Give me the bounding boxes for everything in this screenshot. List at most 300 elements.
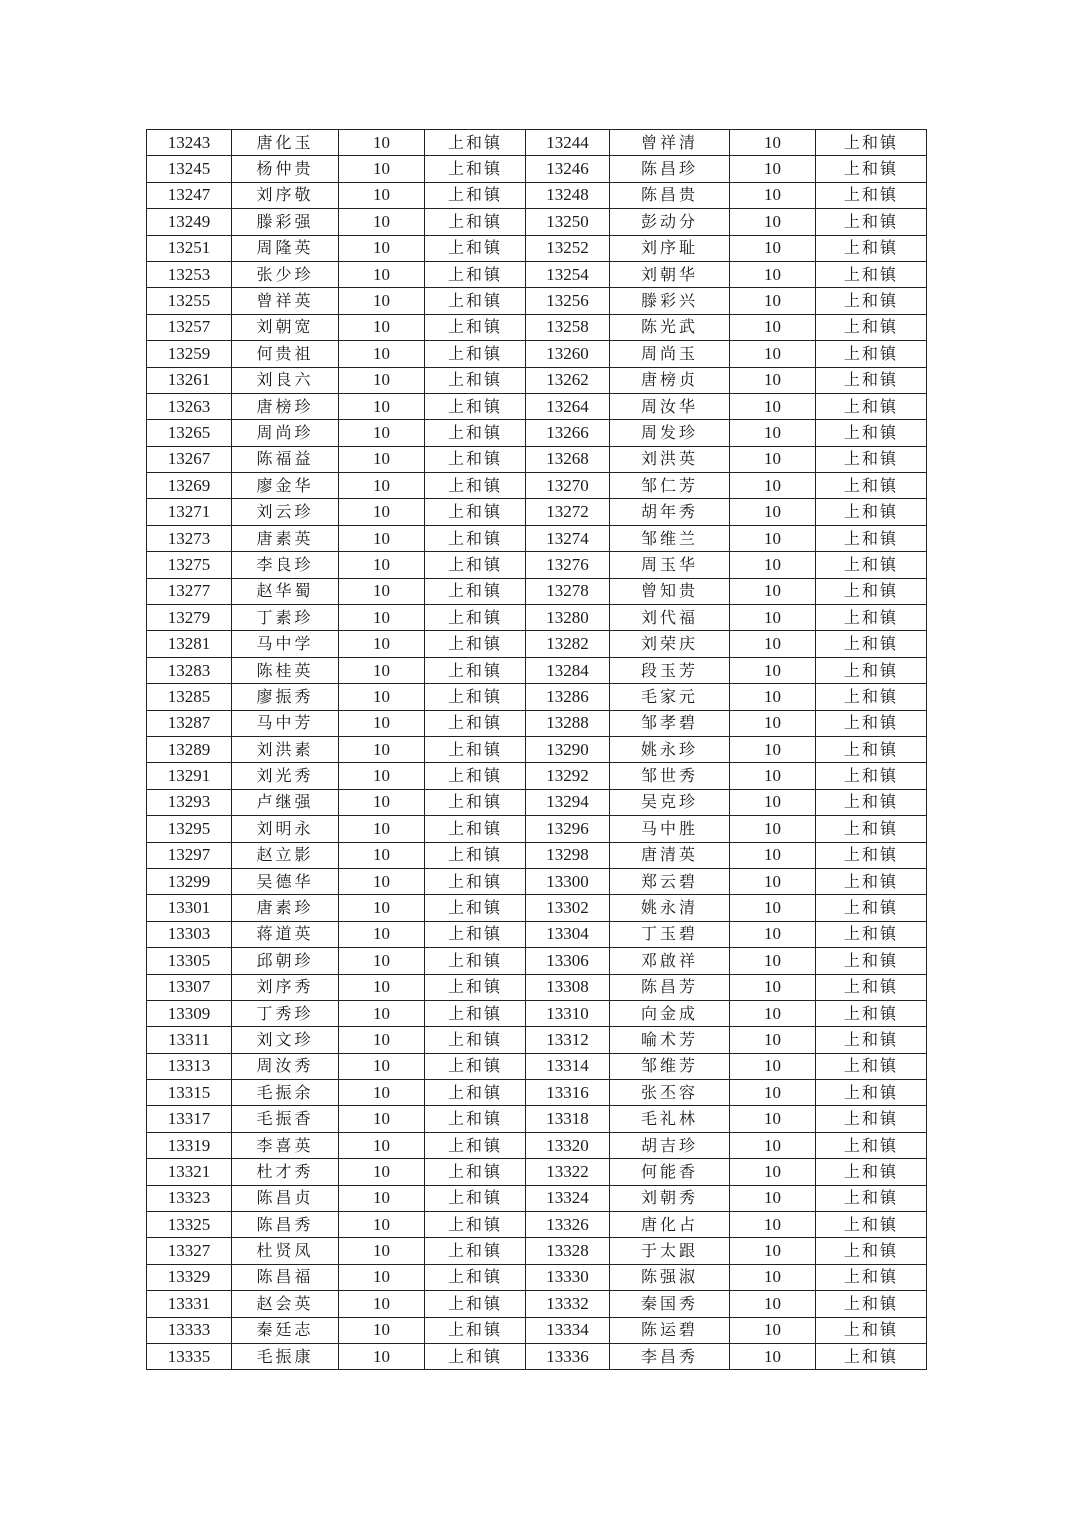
town-cell: 上和镇 — [425, 1000, 526, 1026]
record-id-cell: 13286 — [526, 684, 610, 710]
town-cell: 上和镇 — [425, 1106, 526, 1132]
record-id-cell: 13252 — [526, 235, 610, 261]
person-name-cell: 唐化玉 — [232, 130, 339, 156]
town-cell: 上和镇 — [425, 657, 526, 683]
town-cell: 上和镇 — [816, 789, 927, 815]
amount-cell: 10 — [339, 816, 425, 842]
table-row — [147, 156, 927, 182]
person-name-cell: 唐清英 — [610, 842, 730, 868]
record-id-cell: 13299 — [147, 868, 232, 894]
table-row — [147, 1106, 927, 1132]
town-cell: 上和镇 — [425, 842, 526, 868]
person-name-cell: 廖振秀 — [232, 684, 339, 710]
town-cell: 上和镇 — [816, 1212, 927, 1238]
town-cell: 上和镇 — [816, 1264, 927, 1290]
amount-cell: 10 — [730, 921, 816, 947]
record-id-cell: 13253 — [147, 261, 232, 287]
record-id-cell: 13305 — [147, 948, 232, 974]
amount-cell: 10 — [339, 1238, 425, 1264]
record-id-cell: 13323 — [147, 1185, 232, 1211]
amount-cell: 10 — [339, 235, 425, 261]
amount-cell: 10 — [339, 393, 425, 419]
town-cell: 上和镇 — [816, 1291, 927, 1317]
record-id-cell: 13313 — [147, 1053, 232, 1079]
amount-cell: 10 — [339, 1053, 425, 1079]
record-id-cell: 13327 — [147, 1238, 232, 1264]
person-name-cell: 唐素英 — [232, 525, 339, 551]
town-cell: 上和镇 — [816, 842, 927, 868]
table-row — [147, 473, 927, 499]
person-name-cell: 陈福益 — [232, 446, 339, 472]
town-cell: 上和镇 — [425, 341, 526, 367]
person-name-cell: 李良珍 — [232, 552, 339, 578]
person-name-cell: 马中胜 — [610, 816, 730, 842]
amount-cell: 10 — [730, 1106, 816, 1132]
town-cell: 上和镇 — [425, 763, 526, 789]
amount-cell: 10 — [339, 842, 425, 868]
town-cell: 上和镇 — [816, 1132, 927, 1158]
person-name-cell: 秦国秀 — [610, 1291, 730, 1317]
amount-cell: 10 — [730, 605, 816, 631]
person-name-cell: 向金成 — [610, 1000, 730, 1026]
record-id-cell: 13331 — [147, 1291, 232, 1317]
town-cell: 上和镇 — [425, 314, 526, 340]
record-id-cell: 13303 — [147, 921, 232, 947]
town-cell: 上和镇 — [816, 235, 927, 261]
record-id-cell: 13292 — [526, 763, 610, 789]
town-cell: 上和镇 — [425, 789, 526, 815]
record-id-cell: 13245 — [147, 156, 232, 182]
record-id-cell: 13283 — [147, 657, 232, 683]
table-row — [147, 736, 927, 762]
amount-cell: 10 — [730, 1053, 816, 1079]
person-name-cell: 于太跟 — [610, 1238, 730, 1264]
person-name-cell: 曾祥英 — [232, 288, 339, 314]
town-cell: 上和镇 — [425, 1053, 526, 1079]
person-name-cell: 滕彩兴 — [610, 288, 730, 314]
amount-cell: 10 — [730, 1027, 816, 1053]
town-cell: 上和镇 — [816, 1053, 927, 1079]
record-id-cell: 13324 — [526, 1185, 610, 1211]
amount-cell: 10 — [339, 1264, 425, 1290]
amount-cell: 10 — [339, 1000, 425, 1026]
amount-cell: 10 — [730, 156, 816, 182]
record-id-cell: 13249 — [147, 209, 232, 235]
record-id-cell: 13306 — [526, 948, 610, 974]
amount-cell: 10 — [730, 657, 816, 683]
person-name-cell: 陈强淑 — [610, 1264, 730, 1290]
amount-cell: 10 — [339, 868, 425, 894]
town-cell: 上和镇 — [816, 921, 927, 947]
table-row — [147, 446, 927, 472]
person-name-cell: 曾祥清 — [610, 130, 730, 156]
town-cell: 上和镇 — [816, 1238, 927, 1264]
person-name-cell: 周隆英 — [232, 235, 339, 261]
person-name-cell: 陈运碧 — [610, 1317, 730, 1343]
table-row — [147, 1027, 927, 1053]
town-cell: 上和镇 — [816, 552, 927, 578]
town-cell: 上和镇 — [425, 367, 526, 393]
town-cell: 上和镇 — [816, 367, 927, 393]
amount-cell: 10 — [730, 288, 816, 314]
person-name-cell: 刘朝宽 — [232, 314, 339, 340]
table-row — [147, 1080, 927, 1106]
town-cell: 上和镇 — [816, 261, 927, 287]
record-id-cell: 13288 — [526, 710, 610, 736]
person-name-cell: 刘洪英 — [610, 446, 730, 472]
record-id-cell: 13262 — [526, 367, 610, 393]
record-id-cell: 13274 — [526, 525, 610, 551]
town-cell: 上和镇 — [816, 446, 927, 472]
amount-cell: 10 — [339, 605, 425, 631]
record-id-cell: 13255 — [147, 288, 232, 314]
record-id-cell: 13291 — [147, 763, 232, 789]
town-cell: 上和镇 — [425, 605, 526, 631]
record-id-cell: 13254 — [526, 261, 610, 287]
person-name-cell: 陈昌芳 — [610, 974, 730, 1000]
town-cell: 上和镇 — [816, 314, 927, 340]
town-cell: 上和镇 — [816, 895, 927, 921]
amount-cell: 10 — [730, 499, 816, 525]
amount-cell: 10 — [730, 130, 816, 156]
record-id-cell: 13315 — [147, 1080, 232, 1106]
amount-cell: 10 — [339, 1185, 425, 1211]
person-name-cell: 彭动分 — [610, 209, 730, 235]
record-id-cell: 13273 — [147, 525, 232, 551]
person-name-cell: 毛振香 — [232, 1106, 339, 1132]
table-row — [147, 367, 927, 393]
amount-cell: 10 — [339, 789, 425, 815]
person-name-cell: 秦廷志 — [232, 1317, 339, 1343]
amount-cell: 10 — [730, 525, 816, 551]
person-name-cell: 周玉华 — [610, 552, 730, 578]
record-id-cell: 13335 — [147, 1343, 232, 1369]
town-cell: 上和镇 — [816, 710, 927, 736]
person-name-cell: 郑云碧 — [610, 868, 730, 894]
town-cell: 上和镇 — [425, 446, 526, 472]
table-row — [147, 1053, 927, 1079]
record-id-cell: 13267 — [147, 446, 232, 472]
amount-cell: 10 — [339, 367, 425, 393]
record-id-cell: 13266 — [526, 420, 610, 446]
person-name-cell: 张少珍 — [232, 261, 339, 287]
town-cell: 上和镇 — [425, 1238, 526, 1264]
record-id-cell: 13261 — [147, 367, 232, 393]
person-name-cell: 刘朝秀 — [610, 1185, 730, 1211]
town-cell: 上和镇 — [816, 1080, 927, 1106]
amount-cell: 10 — [339, 473, 425, 499]
record-id-cell: 13294 — [526, 789, 610, 815]
record-id-cell: 13312 — [526, 1027, 610, 1053]
person-name-cell: 陈昌贵 — [610, 182, 730, 208]
record-id-cell: 13314 — [526, 1053, 610, 1079]
town-cell: 上和镇 — [816, 209, 927, 235]
town-cell: 上和镇 — [425, 974, 526, 1000]
record-id-cell: 13296 — [526, 816, 610, 842]
person-name-cell: 刘光秀 — [232, 763, 339, 789]
record-id-cell: 13271 — [147, 499, 232, 525]
town-cell: 上和镇 — [816, 1000, 927, 1026]
table-row — [147, 525, 927, 551]
table-row — [147, 1264, 927, 1290]
table-row — [147, 684, 927, 710]
amount-cell: 10 — [730, 1291, 816, 1317]
person-name-cell: 何能香 — [610, 1159, 730, 1185]
town-cell: 上和镇 — [816, 578, 927, 604]
person-name-cell: 毛振康 — [232, 1343, 339, 1369]
record-id-cell: 13336 — [526, 1343, 610, 1369]
amount-cell: 10 — [730, 341, 816, 367]
person-name-cell: 刘荣庆 — [610, 631, 730, 657]
table-row — [147, 130, 927, 156]
town-cell: 上和镇 — [425, 420, 526, 446]
town-cell: 上和镇 — [816, 948, 927, 974]
person-name-cell: 吴克珍 — [610, 789, 730, 815]
table-row — [147, 578, 927, 604]
table-row — [147, 974, 927, 1000]
table-row — [147, 209, 927, 235]
record-id-cell: 13244 — [526, 130, 610, 156]
person-name-cell: 杜贤凤 — [232, 1238, 339, 1264]
amount-cell: 10 — [339, 1212, 425, 1238]
table-row — [147, 420, 927, 446]
record-id-cell: 13268 — [526, 446, 610, 472]
record-id-cell: 13243 — [147, 130, 232, 156]
table-row — [147, 605, 927, 631]
table-row — [147, 631, 927, 657]
amount-cell: 10 — [730, 261, 816, 287]
person-name-cell: 唐榜贞 — [610, 367, 730, 393]
person-name-cell: 马中芳 — [232, 710, 339, 736]
record-id-cell: 13298 — [526, 842, 610, 868]
amount-cell: 10 — [339, 1080, 425, 1106]
person-name-cell: 胡吉珍 — [610, 1132, 730, 1158]
person-name-cell: 何贵祖 — [232, 341, 339, 367]
town-cell: 上和镇 — [425, 499, 526, 525]
town-cell: 上和镇 — [425, 1027, 526, 1053]
amount-cell: 10 — [339, 552, 425, 578]
amount-cell: 10 — [730, 314, 816, 340]
table-row — [147, 261, 927, 287]
amount-cell: 10 — [339, 420, 425, 446]
person-name-cell: 段玉芳 — [610, 657, 730, 683]
record-id-cell: 13251 — [147, 235, 232, 261]
amount-cell: 10 — [339, 1132, 425, 1158]
town-cell: 上和镇 — [425, 895, 526, 921]
table-row — [147, 789, 927, 815]
table-row — [147, 816, 927, 842]
roster-body — [147, 130, 927, 1370]
record-id-cell: 13302 — [526, 895, 610, 921]
amount-cell: 10 — [339, 974, 425, 1000]
person-name-cell: 周尚玉 — [610, 341, 730, 367]
record-id-cell: 13317 — [147, 1106, 232, 1132]
record-id-cell: 13257 — [147, 314, 232, 340]
table-row — [147, 948, 927, 974]
person-name-cell: 刘明永 — [232, 816, 339, 842]
amount-cell: 10 — [339, 446, 425, 472]
town-cell: 上和镇 — [816, 1106, 927, 1132]
record-id-cell: 13272 — [526, 499, 610, 525]
person-name-cell: 刘良六 — [232, 367, 339, 393]
amount-cell: 10 — [339, 341, 425, 367]
town-cell: 上和镇 — [425, 631, 526, 657]
amount-cell: 10 — [339, 288, 425, 314]
amount-cell: 10 — [339, 261, 425, 287]
amount-cell: 10 — [730, 763, 816, 789]
person-name-cell: 周汝华 — [610, 393, 730, 419]
amount-cell: 10 — [730, 1238, 816, 1264]
person-name-cell: 丁素珍 — [232, 605, 339, 631]
record-id-cell: 13290 — [526, 736, 610, 762]
record-id-cell: 13316 — [526, 1080, 610, 1106]
person-name-cell: 唐素珍 — [232, 895, 339, 921]
town-cell: 上和镇 — [425, 1185, 526, 1211]
town-cell: 上和镇 — [816, 1343, 927, 1369]
record-id-cell: 13320 — [526, 1132, 610, 1158]
record-id-cell: 13264 — [526, 393, 610, 419]
town-cell: 上和镇 — [425, 261, 526, 287]
town-cell: 上和镇 — [816, 736, 927, 762]
person-name-cell: 陈昌福 — [232, 1264, 339, 1290]
amount-cell: 10 — [730, 552, 816, 578]
record-id-cell: 13256 — [526, 288, 610, 314]
amount-cell: 10 — [730, 1185, 816, 1211]
table-row — [147, 1238, 927, 1264]
amount-cell: 10 — [339, 948, 425, 974]
table-row — [147, 1291, 927, 1317]
town-cell: 上和镇 — [816, 499, 927, 525]
amount-cell: 10 — [730, 710, 816, 736]
amount-cell: 10 — [339, 578, 425, 604]
amount-cell: 10 — [339, 182, 425, 208]
record-id-cell: 13269 — [147, 473, 232, 499]
amount-cell: 10 — [730, 473, 816, 499]
record-id-cell: 13277 — [147, 578, 232, 604]
town-cell: 上和镇 — [425, 156, 526, 182]
record-id-cell: 13246 — [526, 156, 610, 182]
record-id-cell: 13329 — [147, 1264, 232, 1290]
person-name-cell: 卢继强 — [232, 789, 339, 815]
record-id-cell: 13289 — [147, 736, 232, 762]
record-id-cell: 13265 — [147, 420, 232, 446]
person-name-cell: 吴德华 — [232, 868, 339, 894]
town-cell: 上和镇 — [425, 1159, 526, 1185]
record-id-cell: 13258 — [526, 314, 610, 340]
record-id-cell: 13310 — [526, 1000, 610, 1026]
town-cell: 上和镇 — [816, 473, 927, 499]
record-id-cell: 13304 — [526, 921, 610, 947]
town-cell: 上和镇 — [425, 684, 526, 710]
town-cell: 上和镇 — [816, 816, 927, 842]
person-name-cell: 赵会英 — [232, 1291, 339, 1317]
person-name-cell: 刘序敬 — [232, 182, 339, 208]
person-name-cell: 周汝秀 — [232, 1053, 339, 1079]
record-id-cell: 13293 — [147, 789, 232, 815]
person-name-cell: 邹仁芳 — [610, 473, 730, 499]
town-cell: 上和镇 — [425, 393, 526, 419]
town-cell: 上和镇 — [425, 816, 526, 842]
amount-cell: 10 — [730, 1317, 816, 1343]
table-row — [147, 1159, 927, 1185]
record-id-cell: 13263 — [147, 393, 232, 419]
person-name-cell: 姚永珍 — [610, 736, 730, 762]
town-cell: 上和镇 — [816, 393, 927, 419]
table-row — [147, 895, 927, 921]
person-name-cell: 刘洪素 — [232, 736, 339, 762]
town-cell: 上和镇 — [816, 341, 927, 367]
person-name-cell: 滕彩强 — [232, 209, 339, 235]
town-cell: 上和镇 — [816, 288, 927, 314]
person-name-cell: 毛家元 — [610, 684, 730, 710]
record-id-cell: 13250 — [526, 209, 610, 235]
amount-cell: 10 — [730, 1212, 816, 1238]
record-id-cell: 13330 — [526, 1264, 610, 1290]
record-id-cell: 13278 — [526, 578, 610, 604]
record-id-cell: 13270 — [526, 473, 610, 499]
table-row — [147, 182, 927, 208]
amount-cell: 10 — [730, 631, 816, 657]
table-row — [147, 1212, 927, 1238]
amount-cell: 10 — [730, 684, 816, 710]
person-name-cell: 廖金华 — [232, 473, 339, 499]
town-cell: 上和镇 — [425, 525, 526, 551]
person-name-cell: 邱朝珍 — [232, 948, 339, 974]
amount-cell: 10 — [339, 921, 425, 947]
amount-cell: 10 — [730, 1343, 816, 1369]
town-cell: 上和镇 — [425, 1080, 526, 1106]
record-id-cell: 13322 — [526, 1159, 610, 1185]
person-name-cell: 毛礼林 — [610, 1106, 730, 1132]
amount-cell: 10 — [730, 420, 816, 446]
amount-cell: 10 — [730, 842, 816, 868]
table-row — [147, 341, 927, 367]
amount-cell: 10 — [339, 314, 425, 340]
amount-cell: 10 — [339, 631, 425, 657]
record-id-cell: 13325 — [147, 1212, 232, 1238]
roster-table — [146, 129, 927, 1370]
town-cell: 上和镇 — [816, 684, 927, 710]
amount-cell: 10 — [730, 816, 816, 842]
table-row — [147, 235, 927, 261]
person-name-cell: 邹孝碧 — [610, 710, 730, 736]
record-id-cell: 13321 — [147, 1159, 232, 1185]
town-cell: 上和镇 — [425, 235, 526, 261]
amount-cell: 10 — [730, 1000, 816, 1026]
town-cell: 上和镇 — [816, 182, 927, 208]
table-row — [147, 552, 927, 578]
table-row — [147, 657, 927, 683]
town-cell: 上和镇 — [425, 288, 526, 314]
amount-cell: 10 — [730, 182, 816, 208]
town-cell: 上和镇 — [816, 130, 927, 156]
record-id-cell: 13307 — [147, 974, 232, 1000]
town-cell: 上和镇 — [425, 736, 526, 762]
amount-cell: 10 — [339, 895, 425, 921]
table-row — [147, 763, 927, 789]
amount-cell: 10 — [730, 1159, 816, 1185]
record-id-cell: 13281 — [147, 631, 232, 657]
person-name-cell: 邹世秀 — [610, 763, 730, 789]
amount-cell: 10 — [339, 684, 425, 710]
town-cell: 上和镇 — [816, 156, 927, 182]
person-name-cell: 刘朝华 — [610, 261, 730, 287]
amount-cell: 10 — [339, 1106, 425, 1132]
amount-cell: 10 — [730, 789, 816, 815]
record-id-cell: 13308 — [526, 974, 610, 1000]
town-cell: 上和镇 — [425, 921, 526, 947]
amount-cell: 10 — [339, 499, 425, 525]
